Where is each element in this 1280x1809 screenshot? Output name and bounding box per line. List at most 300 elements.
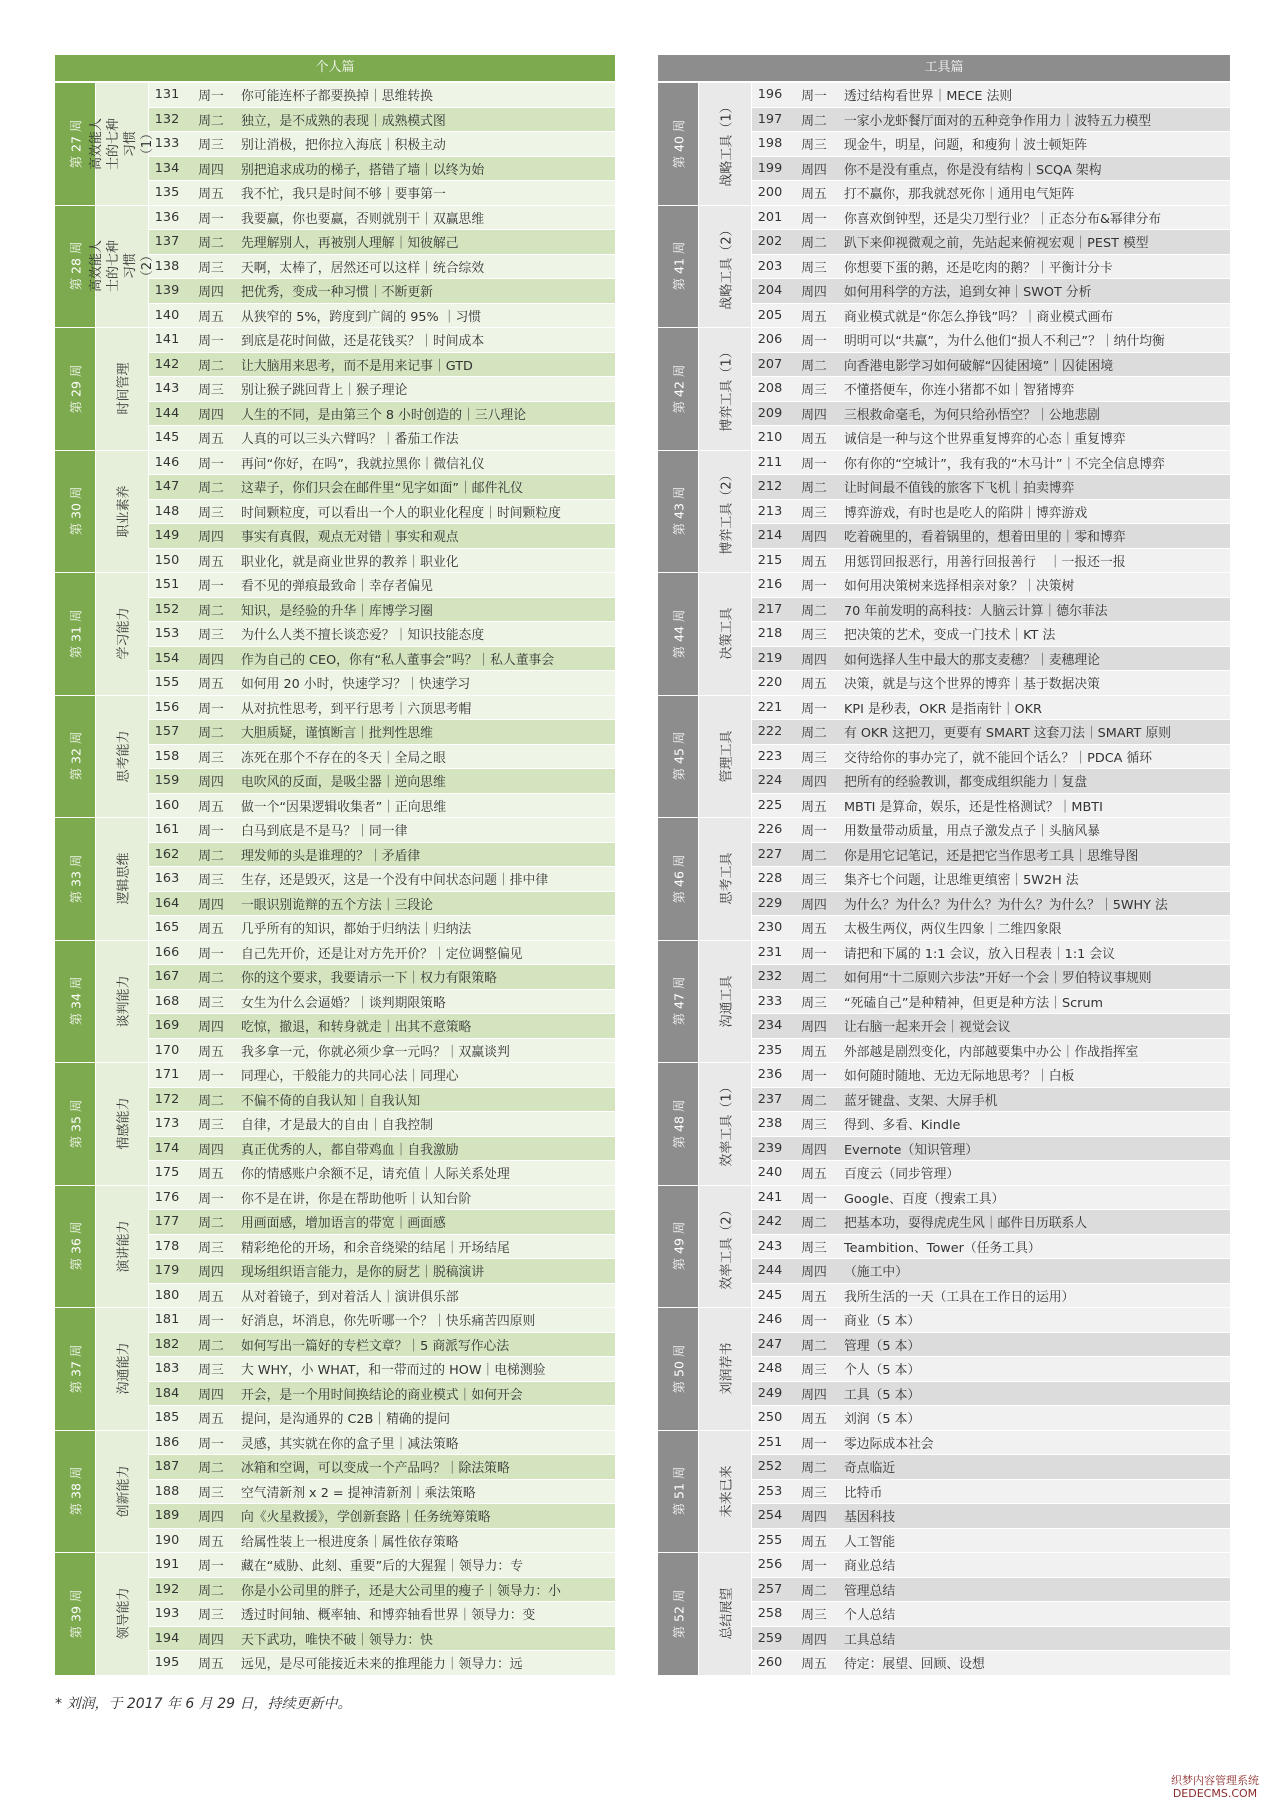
lesson-row <box>149 157 615 182</box>
topic-label <box>96 451 149 573</box>
lesson-rows <box>149 573 615 695</box>
lesson-number: 247 <box>757 1336 783 1352</box>
lesson-day: 周五 <box>801 1412 827 1428</box>
lesson-row <box>752 965 1230 990</box>
lesson-row <box>752 671 1230 695</box>
lesson-number: 134 <box>154 160 180 176</box>
lesson-day: 周一 <box>801 1069 827 1085</box>
week-label <box>658 1308 699 1430</box>
lesson-day: 周三 <box>801 1608 827 1624</box>
lesson-number: 161 <box>154 822 180 838</box>
lesson-row <box>752 475 1230 500</box>
lesson-day: 周三 <box>198 1118 224 1134</box>
lesson-number: 199 <box>757 160 783 176</box>
lesson-day: 周四 <box>801 1387 827 1403</box>
lesson-title: KPI 是秒表，OKR 是指南针｜OKR <box>844 701 1042 717</box>
lesson-row <box>149 549 615 573</box>
lesson-day: 周五 <box>801 1044 827 1060</box>
week-group <box>658 328 1230 451</box>
lesson-row <box>752 157 1230 182</box>
lesson-title: 人真的可以三头六臂吗？｜番茄工作法 <box>241 432 459 448</box>
lesson-title: 大胆质疑，谨慎断言｜批判性思维 <box>241 726 433 742</box>
lesson-number: 230 <box>757 920 783 936</box>
lesson-number: 194 <box>154 1630 180 1646</box>
lesson-rows <box>149 206 615 328</box>
lesson-day: 周五 <box>198 677 224 693</box>
week-label <box>55 1553 96 1675</box>
lesson-day: 周三 <box>198 995 224 1011</box>
lesson-row <box>752 1504 1230 1529</box>
lesson-number: 254 <box>757 1508 783 1524</box>
lesson-number: 150 <box>154 552 180 568</box>
lesson-number: 198 <box>757 136 783 152</box>
lesson-row <box>149 304 615 328</box>
lesson-row <box>752 206 1230 231</box>
lesson-day: 周一 <box>198 89 224 105</box>
lesson-day: 周二 <box>198 1461 224 1477</box>
lesson-number: 167 <box>154 969 180 985</box>
lesson-number: 210 <box>757 430 783 446</box>
lesson-number: 223 <box>757 748 783 764</box>
lesson-rows <box>752 1186 1230 1308</box>
topic-label <box>96 696 149 818</box>
lesson-number: 169 <box>154 1018 180 1034</box>
lesson-day: 周一 <box>198 1436 224 1452</box>
week-label-text: 第 37 周 <box>68 1344 84 1394</box>
topic-label-text: 管理工具 <box>719 730 735 783</box>
week-label <box>55 818 96 940</box>
lesson-day: 周二 <box>198 481 224 497</box>
lesson-title: 管理总结 <box>844 1583 896 1599</box>
lesson-title: 我要赢，你也要赢，否则就别干｜双赢思维 <box>241 211 485 227</box>
lesson-day: 周五 <box>198 1534 224 1550</box>
lesson-rows <box>149 328 615 450</box>
lesson-number: 145 <box>154 430 180 446</box>
lesson-number: 179 <box>154 1263 180 1279</box>
lesson-title: 你是小公司里的胖子，还是大公司里的瘦子｜领导力：小 <box>241 1583 561 1599</box>
lesson-row <box>752 108 1230 133</box>
lesson-title: 几乎所有的知识，都始于归纳法｜归纳法 <box>241 922 472 938</box>
lesson-row <box>149 1382 615 1407</box>
lesson-number: 238 <box>757 1116 783 1132</box>
lesson-day: 周四 <box>198 1387 224 1403</box>
lesson-row <box>752 696 1230 721</box>
lesson-day: 周一 <box>801 1191 827 1207</box>
topic-label-text: 演讲能力 <box>116 1220 132 1273</box>
lesson-day: 周二 <box>801 1338 827 1354</box>
lesson-row <box>752 1014 1230 1039</box>
lesson-title: 管理（5 本） <box>844 1338 921 1354</box>
topic-label <box>96 1308 149 1430</box>
lesson-number: 148 <box>154 503 180 519</box>
week-label-text: 第 34 周 <box>68 976 84 1026</box>
lesson-row <box>752 1553 1230 1578</box>
lesson-rows <box>752 83 1230 205</box>
lesson-number: 170 <box>154 1042 180 1058</box>
lesson-day: 周四 <box>801 407 827 423</box>
lesson-day: 周四 <box>198 1510 224 1526</box>
lesson-number: 256 <box>757 1557 783 1573</box>
topic-label-text: 谈判能力 <box>116 975 132 1028</box>
lesson-row <box>752 1161 1230 1185</box>
topic-label <box>96 1431 149 1553</box>
lesson-row <box>149 1088 615 1113</box>
lesson-title: 向香港电影学习如何破解“囚徒困境”｜囚徒困境 <box>844 358 1114 374</box>
lesson-row <box>752 1088 1230 1113</box>
lesson-rows <box>752 451 1230 573</box>
lesson-row <box>752 377 1230 402</box>
lesson-title: 诚信是一种与这个世界重复博弈的心态｜重复博弈 <box>844 432 1126 448</box>
lesson-row <box>149 1039 615 1063</box>
lesson-day: 周五 <box>801 554 827 570</box>
lesson-day: 周一 <box>198 946 224 962</box>
lesson-row <box>149 353 615 378</box>
topic-label <box>89 206 155 328</box>
lesson-title: 人生的不同，是由第三个 8 小时创造的｜三八理论 <box>241 407 527 423</box>
topic-label-text: 职业素养 <box>116 485 132 538</box>
lesson-row <box>752 598 1230 623</box>
lesson-row <box>149 843 615 868</box>
lesson-row <box>149 1137 615 1162</box>
lesson-number: 221 <box>757 699 783 715</box>
week-label-text: 第 39 周 <box>68 1589 84 1639</box>
topic-label <box>699 1308 752 1430</box>
lesson-day: 周四 <box>801 897 827 913</box>
lesson-title: 天啊，太棒了，居然还可以这样｜统合综效 <box>241 260 485 276</box>
lesson-number: 214 <box>757 528 783 544</box>
topic-label <box>96 818 149 940</box>
topic-label <box>89 83 155 205</box>
week-label <box>55 328 96 450</box>
lesson-day: 周一 <box>198 334 224 350</box>
lesson-number: 154 <box>154 650 180 666</box>
topic-label <box>96 941 149 1063</box>
lesson-number: 233 <box>757 993 783 1009</box>
lesson-day: 周五 <box>801 1534 827 1550</box>
lesson-number: 178 <box>154 1238 180 1254</box>
lesson-title: 商业（5 本） <box>844 1314 921 1330</box>
lesson-day: 周三 <box>801 138 827 154</box>
week-label <box>658 206 699 328</box>
lesson-number: 222 <box>757 724 783 740</box>
lesson-number: 255 <box>757 1532 783 1548</box>
lesson-title: 用画面感，增加语言的带宽｜画面感 <box>241 1216 446 1232</box>
lesson-title: 你喜欢倒钟型，还是尖刀型行业？｜正态分布&幂律分布 <box>844 211 1162 227</box>
lesson-day: 周五 <box>801 677 827 693</box>
lesson-title: 我多拿一元，你就必须少拿一元吗？｜双赢谈判 <box>241 1044 510 1060</box>
lesson-row <box>149 647 615 672</box>
week-group <box>658 1186 1230 1309</box>
topic-label <box>699 83 752 205</box>
lesson-number: 200 <box>757 185 783 201</box>
lesson-row <box>149 1455 615 1480</box>
week-group <box>55 818 615 941</box>
lesson-day: 周四 <box>801 775 827 791</box>
lesson-number: 240 <box>757 1165 783 1181</box>
lesson-day: 周三 <box>198 750 224 766</box>
lesson-number: 252 <box>757 1459 783 1475</box>
lesson-title: （施工中） <box>844 1265 908 1281</box>
lesson-day: 周三 <box>198 383 224 399</box>
week-group <box>55 1186 615 1309</box>
week-label <box>55 696 96 818</box>
lesson-rows <box>752 1308 1230 1430</box>
lesson-number: 237 <box>757 1091 783 1107</box>
lesson-title: 让时间最不值钱的旅客下飞机｜拍卖博弈 <box>844 481 1075 497</box>
lesson-title: 明明可以“共赢”，为什么他们“损人不利己”？｜纳什均衡 <box>844 334 1165 350</box>
lesson-day: 周三 <box>801 1485 827 1501</box>
lesson-number: 248 <box>757 1361 783 1377</box>
lesson-number: 236 <box>757 1067 783 1083</box>
week-group <box>55 573 615 696</box>
lesson-number: 217 <box>757 601 783 617</box>
lesson-day: 周一 <box>801 946 827 962</box>
week-label-text: 第 40 周 <box>671 119 687 169</box>
lesson-row <box>752 769 1230 794</box>
topic-label-text: 高效能人士的七种习惯（1） <box>89 117 155 170</box>
lesson-number: 215 <box>757 552 783 568</box>
lesson-number: 139 <box>154 283 180 299</box>
lesson-number: 142 <box>154 356 180 372</box>
topic-label-text: 总结展望 <box>719 1587 735 1640</box>
lesson-row <box>149 1186 615 1211</box>
lesson-title: 用惩罚回报恶行，用善行回报善行 ｜一报还一报 <box>844 554 1126 570</box>
lesson-day: 周二 <box>198 1338 224 1354</box>
lesson-number: 138 <box>154 258 180 274</box>
lesson-title: 看不见的弹痕最致命｜幸存者偏见 <box>241 579 433 595</box>
lesson-title: 再问“你好，在吗”，我就拉黑你｜微信礼仪 <box>241 456 485 472</box>
topic-label-text: 情感能力 <box>116 1097 132 1150</box>
lesson-number: 176 <box>154 1189 180 1205</box>
week-label-text: 第 31 周 <box>68 609 84 659</box>
lesson-title: 为什么人类不擅长谈恋爱？｜知识技能态度 <box>241 628 485 644</box>
lesson-title: 透过结构看世界｜MECE 法则 <box>844 89 1013 105</box>
lesson-number: 181 <box>154 1312 180 1328</box>
topic-label-text: 思考工具 <box>719 852 735 905</box>
week-group <box>55 941 615 1064</box>
lesson-day: 周五 <box>801 309 827 325</box>
topic-label-text: 战略工具（2） <box>719 223 735 310</box>
lesson-rows <box>149 1063 615 1185</box>
lesson-title: 理发师的头是谁理的？｜矛盾律 <box>241 848 421 864</box>
lesson-day: 周五 <box>801 922 827 938</box>
lesson-row <box>149 671 615 695</box>
week-group <box>658 1308 1230 1431</box>
lesson-number: 183 <box>154 1361 180 1377</box>
lesson-day: 周一 <box>801 824 827 840</box>
lesson-rows <box>752 573 1230 695</box>
lesson-title: 人工智能 <box>844 1534 896 1550</box>
lesson-day: 周五 <box>198 187 224 203</box>
lesson-title: 远见，是尽可能接近未来的推理能力｜领导力：远 <box>241 1657 523 1673</box>
lesson-day: 周三 <box>801 628 827 644</box>
lesson-row <box>752 83 1230 108</box>
lesson-row <box>752 1382 1230 1407</box>
topic-label-text: 战略工具（1） <box>719 100 735 187</box>
lesson-title: 天下武功，唯快不破｜领导力：快 <box>241 1632 433 1648</box>
lesson-row <box>149 1406 615 1430</box>
lesson-title: 如何用“十二原则六步法”开好一个会｜罗伯特议事规则 <box>844 971 1152 987</box>
lesson-row <box>149 83 615 108</box>
lesson-day: 周一 <box>198 1559 224 1575</box>
lesson-day: 周五 <box>801 432 827 448</box>
lesson-number: 182 <box>154 1336 180 1352</box>
lesson-number: 224 <box>757 773 783 789</box>
week-group <box>55 696 615 819</box>
lesson-day: 周二 <box>198 113 224 129</box>
lesson-number: 258 <box>757 1606 783 1622</box>
lesson-number: 259 <box>757 1630 783 1646</box>
lesson-title: 知识，是经验的升华｜库博学习圈 <box>241 603 433 619</box>
lesson-row <box>752 1431 1230 1456</box>
lesson-number: 180 <box>154 1287 180 1303</box>
lesson-row <box>752 1259 1230 1284</box>
lesson-title: 把所有的经验教训，都变成组织能力｜复盘 <box>844 775 1088 791</box>
lesson-title: 空气清新剂 x 2 = 提神清新剂｜乘法策略 <box>241 1485 476 1501</box>
lesson-rows <box>149 1431 615 1553</box>
lesson-day: 周五 <box>801 187 827 203</box>
panel-title: 个人篇 <box>55 55 615 83</box>
lesson-title: 不偏不倚的自我认知｜自我认知 <box>241 1093 421 1109</box>
topic-label-text: 决策工具 <box>719 607 735 660</box>
lesson-title: 太极生两仪，两仪生四象｜二维四象限 <box>844 922 1062 938</box>
topic-label <box>699 206 752 328</box>
lesson-row <box>752 892 1230 917</box>
lesson-day: 周三 <box>801 1240 827 1256</box>
lesson-row <box>752 230 1230 255</box>
lesson-number: 197 <box>757 111 783 127</box>
lesson-title: 向《火星救援》，学创新套路｜任务统筹策略 <box>241 1510 491 1526</box>
lesson-rows <box>752 818 1230 940</box>
lesson-day: 周五 <box>801 799 827 815</box>
week-label-text: 第 28 周 <box>68 241 84 291</box>
lesson-day: 周二 <box>801 1583 827 1599</box>
lesson-number: 195 <box>154 1655 180 1671</box>
lesson-day: 周二 <box>198 358 224 374</box>
week-group <box>55 451 615 574</box>
lesson-number: 147 <box>154 479 180 495</box>
lesson-day: 周二 <box>801 1093 827 1109</box>
topic-label-text: 效率工具（1） <box>719 1080 735 1167</box>
lesson-title: 如何写出一篇好的专栏文章？｜5 商派写作心法 <box>241 1338 510 1354</box>
lesson-title: 职业化，就是商业世界的教养｜职业化 <box>241 554 459 570</box>
lesson-number: 177 <box>154 1214 180 1230</box>
lesson-day: 周三 <box>801 383 827 399</box>
lesson-row <box>752 1578 1230 1603</box>
lesson-number: 158 <box>154 748 180 764</box>
lesson-title: 到底是花时间做，还是花钱买？｜时间成本 <box>241 334 485 350</box>
lesson-row <box>149 818 615 843</box>
lesson-row <box>149 1284 615 1308</box>
lesson-title: 博弈游戏，有时也是吃人的陷阱｜博弈游戏 <box>844 505 1088 521</box>
lesson-number: 226 <box>757 822 783 838</box>
lesson-row <box>149 965 615 990</box>
topic-label-text: 时间管理 <box>116 362 132 415</box>
lesson-title: MBTI 是算命，娱乐，还是性格测试？｜MBTI <box>844 799 1103 815</box>
lesson-title: 从狭窄的 5%，跨度到广阔的 95% ｜习惯 <box>241 309 482 325</box>
topic-label-text: 创新能力 <box>116 1465 132 1518</box>
lesson-number: 152 <box>154 601 180 617</box>
lesson-day: 周二 <box>801 971 827 987</box>
lesson-row <box>752 794 1230 818</box>
lesson-title: 工具总结 <box>844 1632 896 1648</box>
lesson-day: 周二 <box>801 1216 827 1232</box>
lesson-number: 213 <box>757 503 783 519</box>
lesson-title: 不懂搭便车，你连小猪都不如｜智猪博弈 <box>844 383 1075 399</box>
lesson-row <box>149 598 615 623</box>
lesson-row <box>149 867 615 892</box>
lesson-row <box>149 794 615 818</box>
lesson-number: 155 <box>154 675 180 691</box>
week-group <box>658 696 1230 819</box>
lesson-title: 决策，就是与这个世界的博弈｜基于数据决策 <box>844 677 1100 693</box>
lesson-row <box>149 1161 615 1185</box>
lesson-number: 218 <box>757 626 783 642</box>
lesson-day: 周一 <box>198 824 224 840</box>
lesson-title: 现场组织语言能力，是你的厨艺｜脱稿演讲 <box>241 1265 485 1281</box>
week-group <box>55 1063 615 1186</box>
lesson-day: 周三 <box>198 1240 224 1256</box>
lesson-title: 从对着镜子，到对着活人｜演讲俱乐部 <box>241 1289 459 1305</box>
lesson-number: 243 <box>757 1238 783 1254</box>
lesson-day: 周五 <box>198 309 224 325</box>
lesson-row <box>149 328 615 353</box>
watermark-line: DEDECMS.COM <box>1172 1787 1258 1800</box>
lesson-title: 如何随时随地、无边无际地思考？｜白板 <box>844 1069 1075 1085</box>
lesson-row <box>752 524 1230 549</box>
lesson-number: 206 <box>757 332 783 348</box>
lesson-title: 你不是在讲，你是在帮助他听｜认知台阶 <box>241 1191 472 1207</box>
panel-title: 工具篇 <box>658 55 1230 83</box>
lesson-title: 用数量带动质量，用点子激发点子｜头脑风暴 <box>844 824 1100 840</box>
lesson-day: 周二 <box>198 603 224 619</box>
lesson-row <box>149 500 615 525</box>
lesson-row <box>149 892 615 917</box>
week-label <box>55 1063 96 1185</box>
lesson-row <box>752 573 1230 598</box>
lesson-title: 三根救命毫毛，为何只给孙悟空？｜公地悲剧 <box>844 407 1100 423</box>
lesson-day: 周二 <box>801 113 827 129</box>
lesson-row <box>752 647 1230 672</box>
lesson-day: 周四 <box>198 1632 224 1648</box>
lesson-day: 周五 <box>801 1289 827 1305</box>
topic-label <box>699 696 752 818</box>
lesson-day: 周二 <box>198 971 224 987</box>
lesson-title: 女生为什么会逼婚？｜谈判期限策略 <box>241 995 446 1011</box>
lesson-number: 245 <box>757 1287 783 1303</box>
lesson-title: 你的这个要求，我要请示一下｜权力有限策略 <box>241 971 497 987</box>
lesson-day: 周四 <box>801 1510 827 1526</box>
lesson-title: 蓝牙键盘、支架、大屏手机 <box>844 1093 998 1109</box>
lesson-row <box>149 990 615 1015</box>
lesson-title: 如何用科学的方法，追到女神｜SWOT 分析 <box>844 285 1092 301</box>
lesson-day: 周二 <box>198 1583 224 1599</box>
week-label-text: 第 38 周 <box>68 1466 84 1516</box>
lesson-number: 137 <box>154 234 180 250</box>
lesson-title: 生存，还是毁灭，这是一个没有中间状态问题｜排中律 <box>241 873 549 889</box>
lesson-number: 153 <box>154 626 180 642</box>
week-label-text: 第 27 周 <box>68 119 84 169</box>
lesson-rows <box>149 1186 615 1308</box>
week-group <box>658 206 1230 329</box>
lesson-title: 工具（5 本） <box>844 1387 921 1403</box>
lesson-row <box>149 1578 615 1603</box>
lesson-row <box>752 549 1230 573</box>
topic-label-text: 逻辑思维 <box>116 852 132 905</box>
lesson-number: 209 <box>757 405 783 421</box>
lesson-day: 周二 <box>801 1461 827 1477</box>
lesson-number: 235 <box>757 1042 783 1058</box>
